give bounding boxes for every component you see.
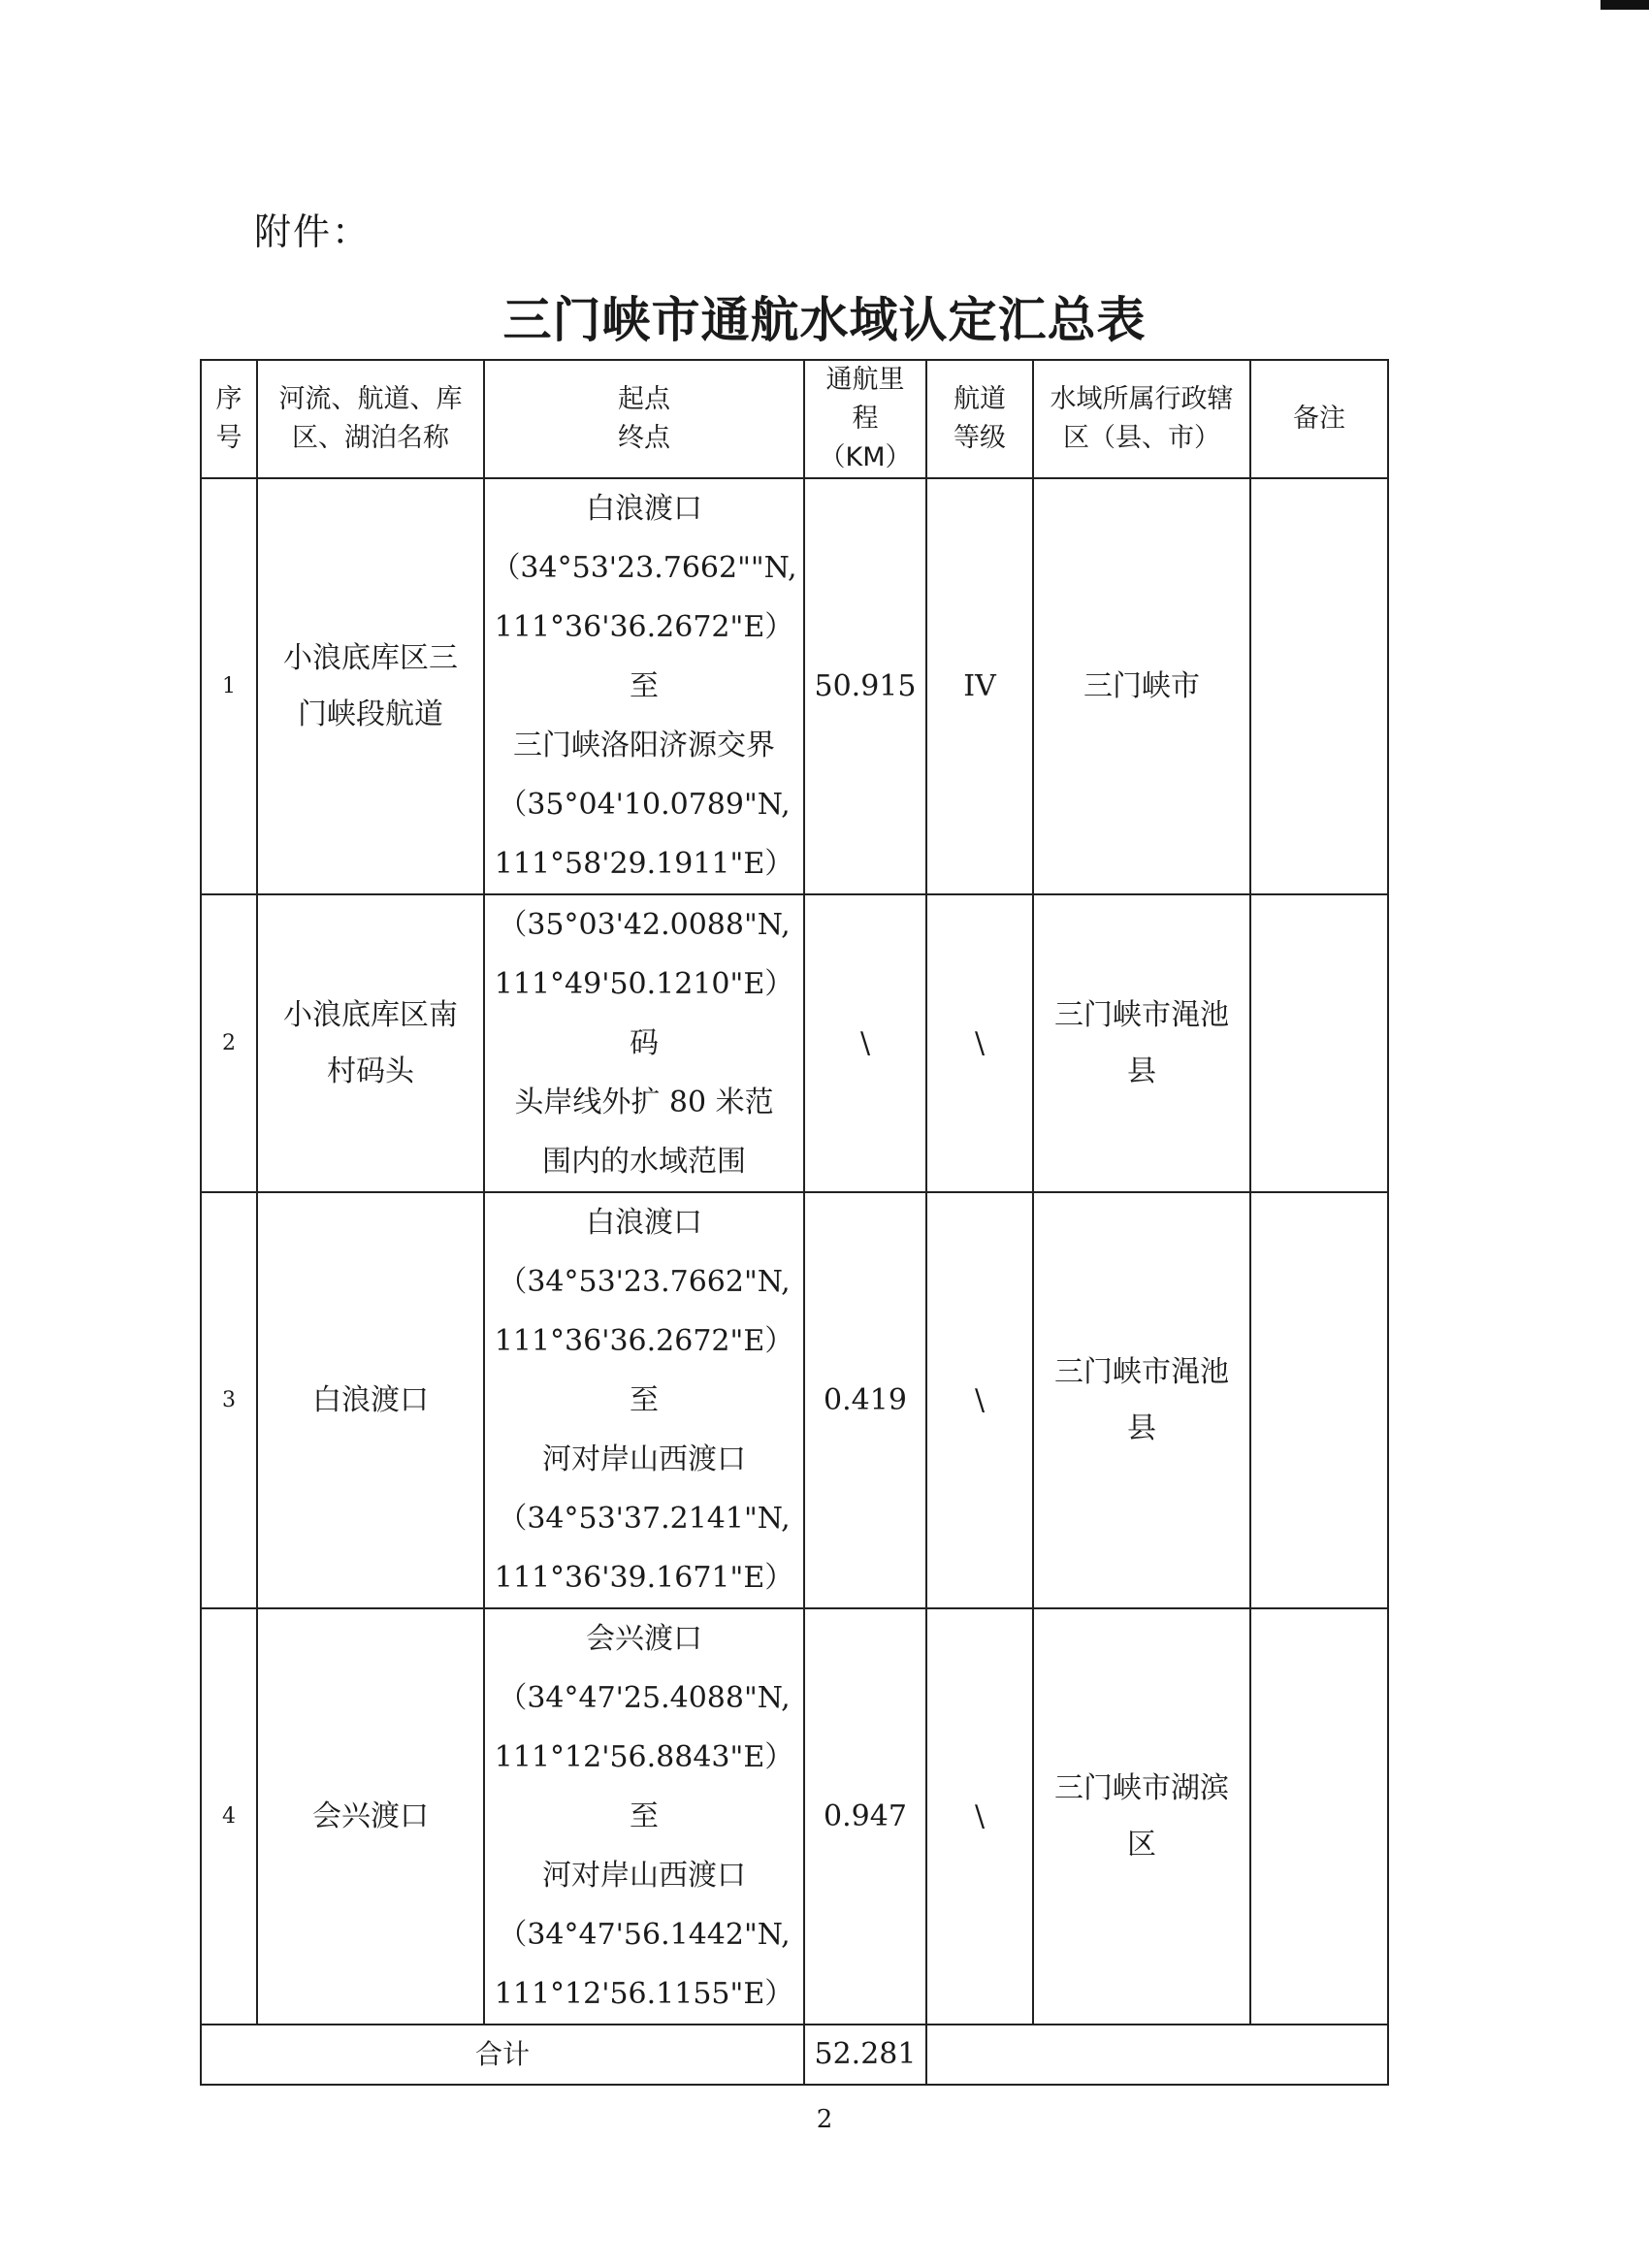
row-remarks <box>1250 894 1388 1192</box>
page-number: 2 <box>816 2105 833 2134</box>
total-row <box>201 2025 1388 2085</box>
row-remarks <box>1250 1192 1388 1608</box>
row-range: （35°03'42.0088"N, 111°49'50.1210"E）码 头岸线外扩 80 米范 围内的水域范围 <box>484 894 804 1192</box>
row-grade: \ <box>926 1608 1033 2025</box>
row-name: 白浪渡口 <box>257 1192 484 1608</box>
row-mileage: 50.915 <box>804 478 926 894</box>
header-name: 河流、航道、库区、湖泊名称 <box>257 360 484 478</box>
row-range: 白浪渡口 （34°53'23.7662"N, 111°36'36.2672"E）至 河对岸山西渡口 （34°53'37.2141"N, 111°36'39.1671"E） <box>484 1192 804 1608</box>
table-row <box>201 1608 1388 2025</box>
row-remarks <box>1250 478 1388 894</box>
header-mileage: 通航里程（KM） <box>804 360 926 478</box>
total-label: 合计 <box>201 2025 804 2085</box>
table-row <box>201 894 1388 1192</box>
row-seq: 2 <box>201 894 257 1192</box>
row-seq: 1 <box>201 478 257 894</box>
table-row <box>201 1192 1388 1608</box>
document-title: 三门峡市通航水域认定汇总表 <box>502 291 1147 348</box>
header-grade: 航道等级 <box>926 360 1033 478</box>
row-mileage: 0.419 <box>804 1192 926 1608</box>
header-remarks: 备注 <box>1250 360 1388 478</box>
row-mileage: 0.947 <box>804 1608 926 2025</box>
row-region: 三门峡市湖滨区 <box>1033 1608 1250 2025</box>
row-name: 小浪底库区南村码头 <box>257 894 484 1192</box>
header-range: 起点 终点 <box>484 360 804 478</box>
row-region: 三门峡市渑池县 <box>1033 894 1250 1192</box>
table-row <box>201 478 1388 894</box>
row-mileage: \ <box>804 894 926 1192</box>
row-region: 三门峡市 <box>1033 478 1250 894</box>
total-value: 52.281 <box>804 2025 926 2085</box>
scan-edge-mark <box>1600 0 1649 10</box>
row-range: 会兴渡口 （34°47'25.4088"N, 111°12'56.8843"E）至 河对岸山西渡口 （34°47'56.1442"N, 111°12'56.1155"E） <box>484 1608 804 2025</box>
row-grade: IV <box>926 478 1033 894</box>
row-name: 会兴渡口 <box>257 1608 484 2025</box>
row-range: 白浪渡口 （34°53'23.7662""N, 111°36'36.2672"E）至 三门峡洛阳济源交界 （35°04'10.0789"N, 111°58'29.1911"E） <box>484 478 804 894</box>
row-region: 三门峡市渑池县 <box>1033 1192 1250 1608</box>
header-seq: 序号 <box>201 360 257 478</box>
total-blank <box>926 2025 1388 2085</box>
attachment-label: 附件： <box>254 211 372 253</box>
row-remarks <box>1250 1608 1388 2025</box>
header-region: 水域所属行政辖区（县、市） <box>1033 360 1250 478</box>
table-header-row <box>201 360 1388 478</box>
waterway-summary-table <box>200 359 1389 2086</box>
row-grade: \ <box>926 1192 1033 1608</box>
row-seq: 4 <box>201 1608 257 2025</box>
row-grade: \ <box>926 894 1033 1192</box>
row-seq: 3 <box>201 1192 257 1608</box>
row-name: 小浪底库区三门峡段航道 <box>257 478 484 894</box>
